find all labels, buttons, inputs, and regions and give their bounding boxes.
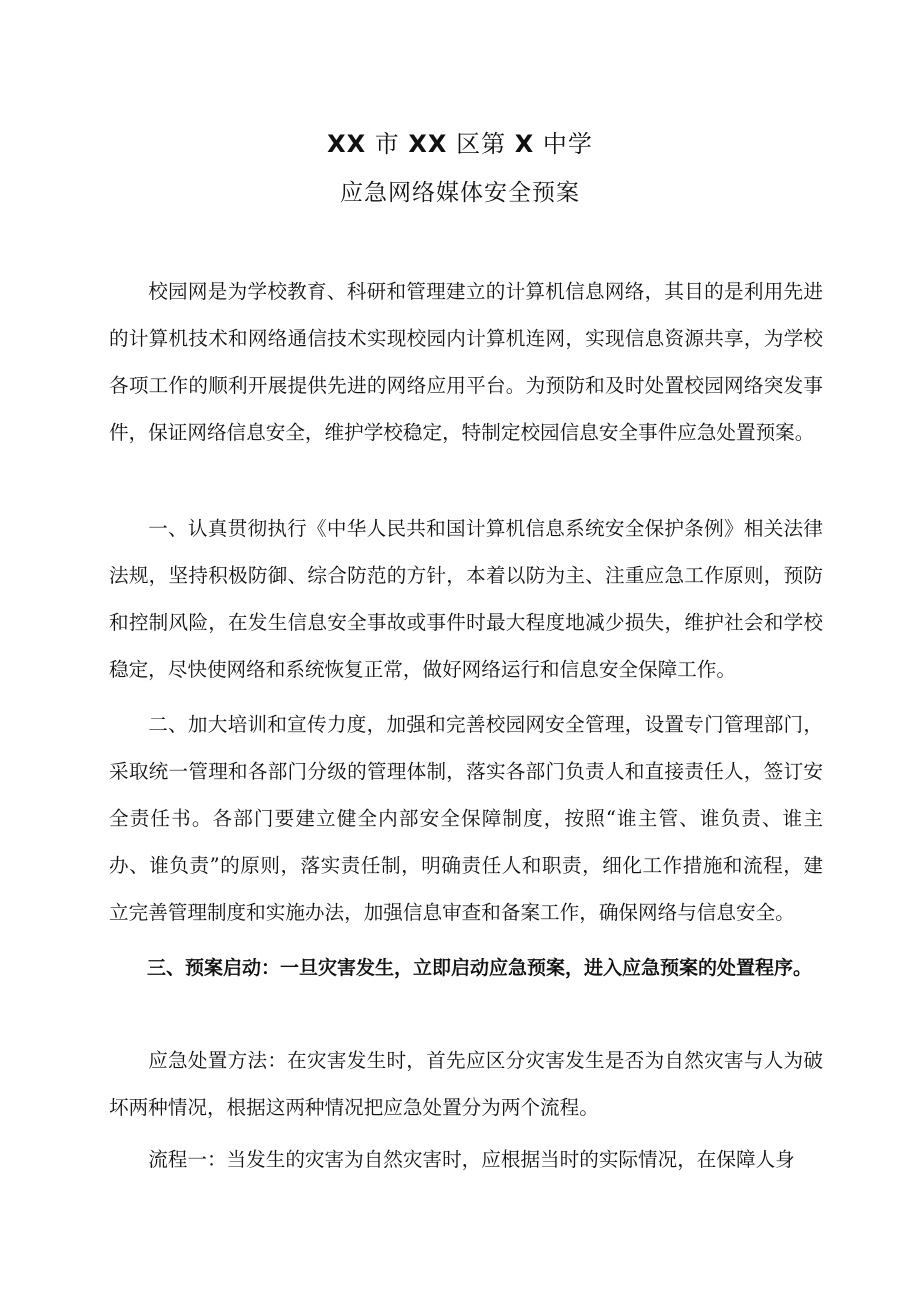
title-school-label: 中学 [542, 130, 593, 158]
paragraph-section-3-heading: 三、预案启动：一旦灾害发生，立即启动应急预案，进入应急预案的处置程序。 [147, 957, 813, 979]
title-district-code: XX [408, 130, 448, 158]
title-district-label: 区第 [456, 130, 507, 158]
title-city-code: XX [327, 130, 367, 158]
title-city-label: 市 [374, 130, 400, 158]
document-subtitle: 应急网络媒体安全预案 [340, 180, 580, 206]
title-school-number: X [514, 130, 535, 158]
paragraph-section-2: 二、加大培训和宣传力度，加强和完善校园网安全管理，设置专门管理部门，采取统一管理和各部门分级的管理体制，落实各部门负责人和直接责任人，签订安全责任书。各部门要建立健全内部安全保障制度，按照“谁主管、谁负责、谁主办、谁负责”的原则，落实责任制，明确责任人和职责，细化工作措施和流程，建立完善管理制度和实施办法，加强信息审查和备案工作，确保网络与信息安全。 [109, 713, 823, 924]
school-title [0, 126, 920, 162]
paragraph-process-one: 流程一：当发生的灾害为自然灾害时，应根据当时的实际情况，在保障人身 [148, 1148, 795, 1171]
paragraph-emergency-method: 应急处置方法：在灾害发生时，首先应区分灾害发生是否为自然灾害与人为破坏两种情况，根据这两种情况把应急处置分为两个流程。 [109, 1049, 823, 1119]
paragraph-intro: 校园网是为学校教育、科研和管理建立的计算机信息网络，其目的是利用先进的计算机技术和网络通信技术实现校园内计算机连网，实现信息资源共享，为学校各项工作的顺利开展提供先进的网络应用平台。为预防和及时处置校园网络突发事件，保证网络信息安全，维护学校稳定，特制定校园信息安全事件应急处置预案。 [109, 280, 823, 444]
paragraph-section-1: 一、认真贯彻执行《中华人民共和国计算机信息系统安全保护条例》相关法律法规，坚持积极防御、综合防范的方针，本着以防为主、注重应急工作原则，预防和控制风险，在发生信息安全事故或事件时最大程度地减少损失，维护社会和学校稳定，尽快使网络和系统恢复正常，做好网络运行和信息安全保障工作。 [109, 517, 823, 681]
